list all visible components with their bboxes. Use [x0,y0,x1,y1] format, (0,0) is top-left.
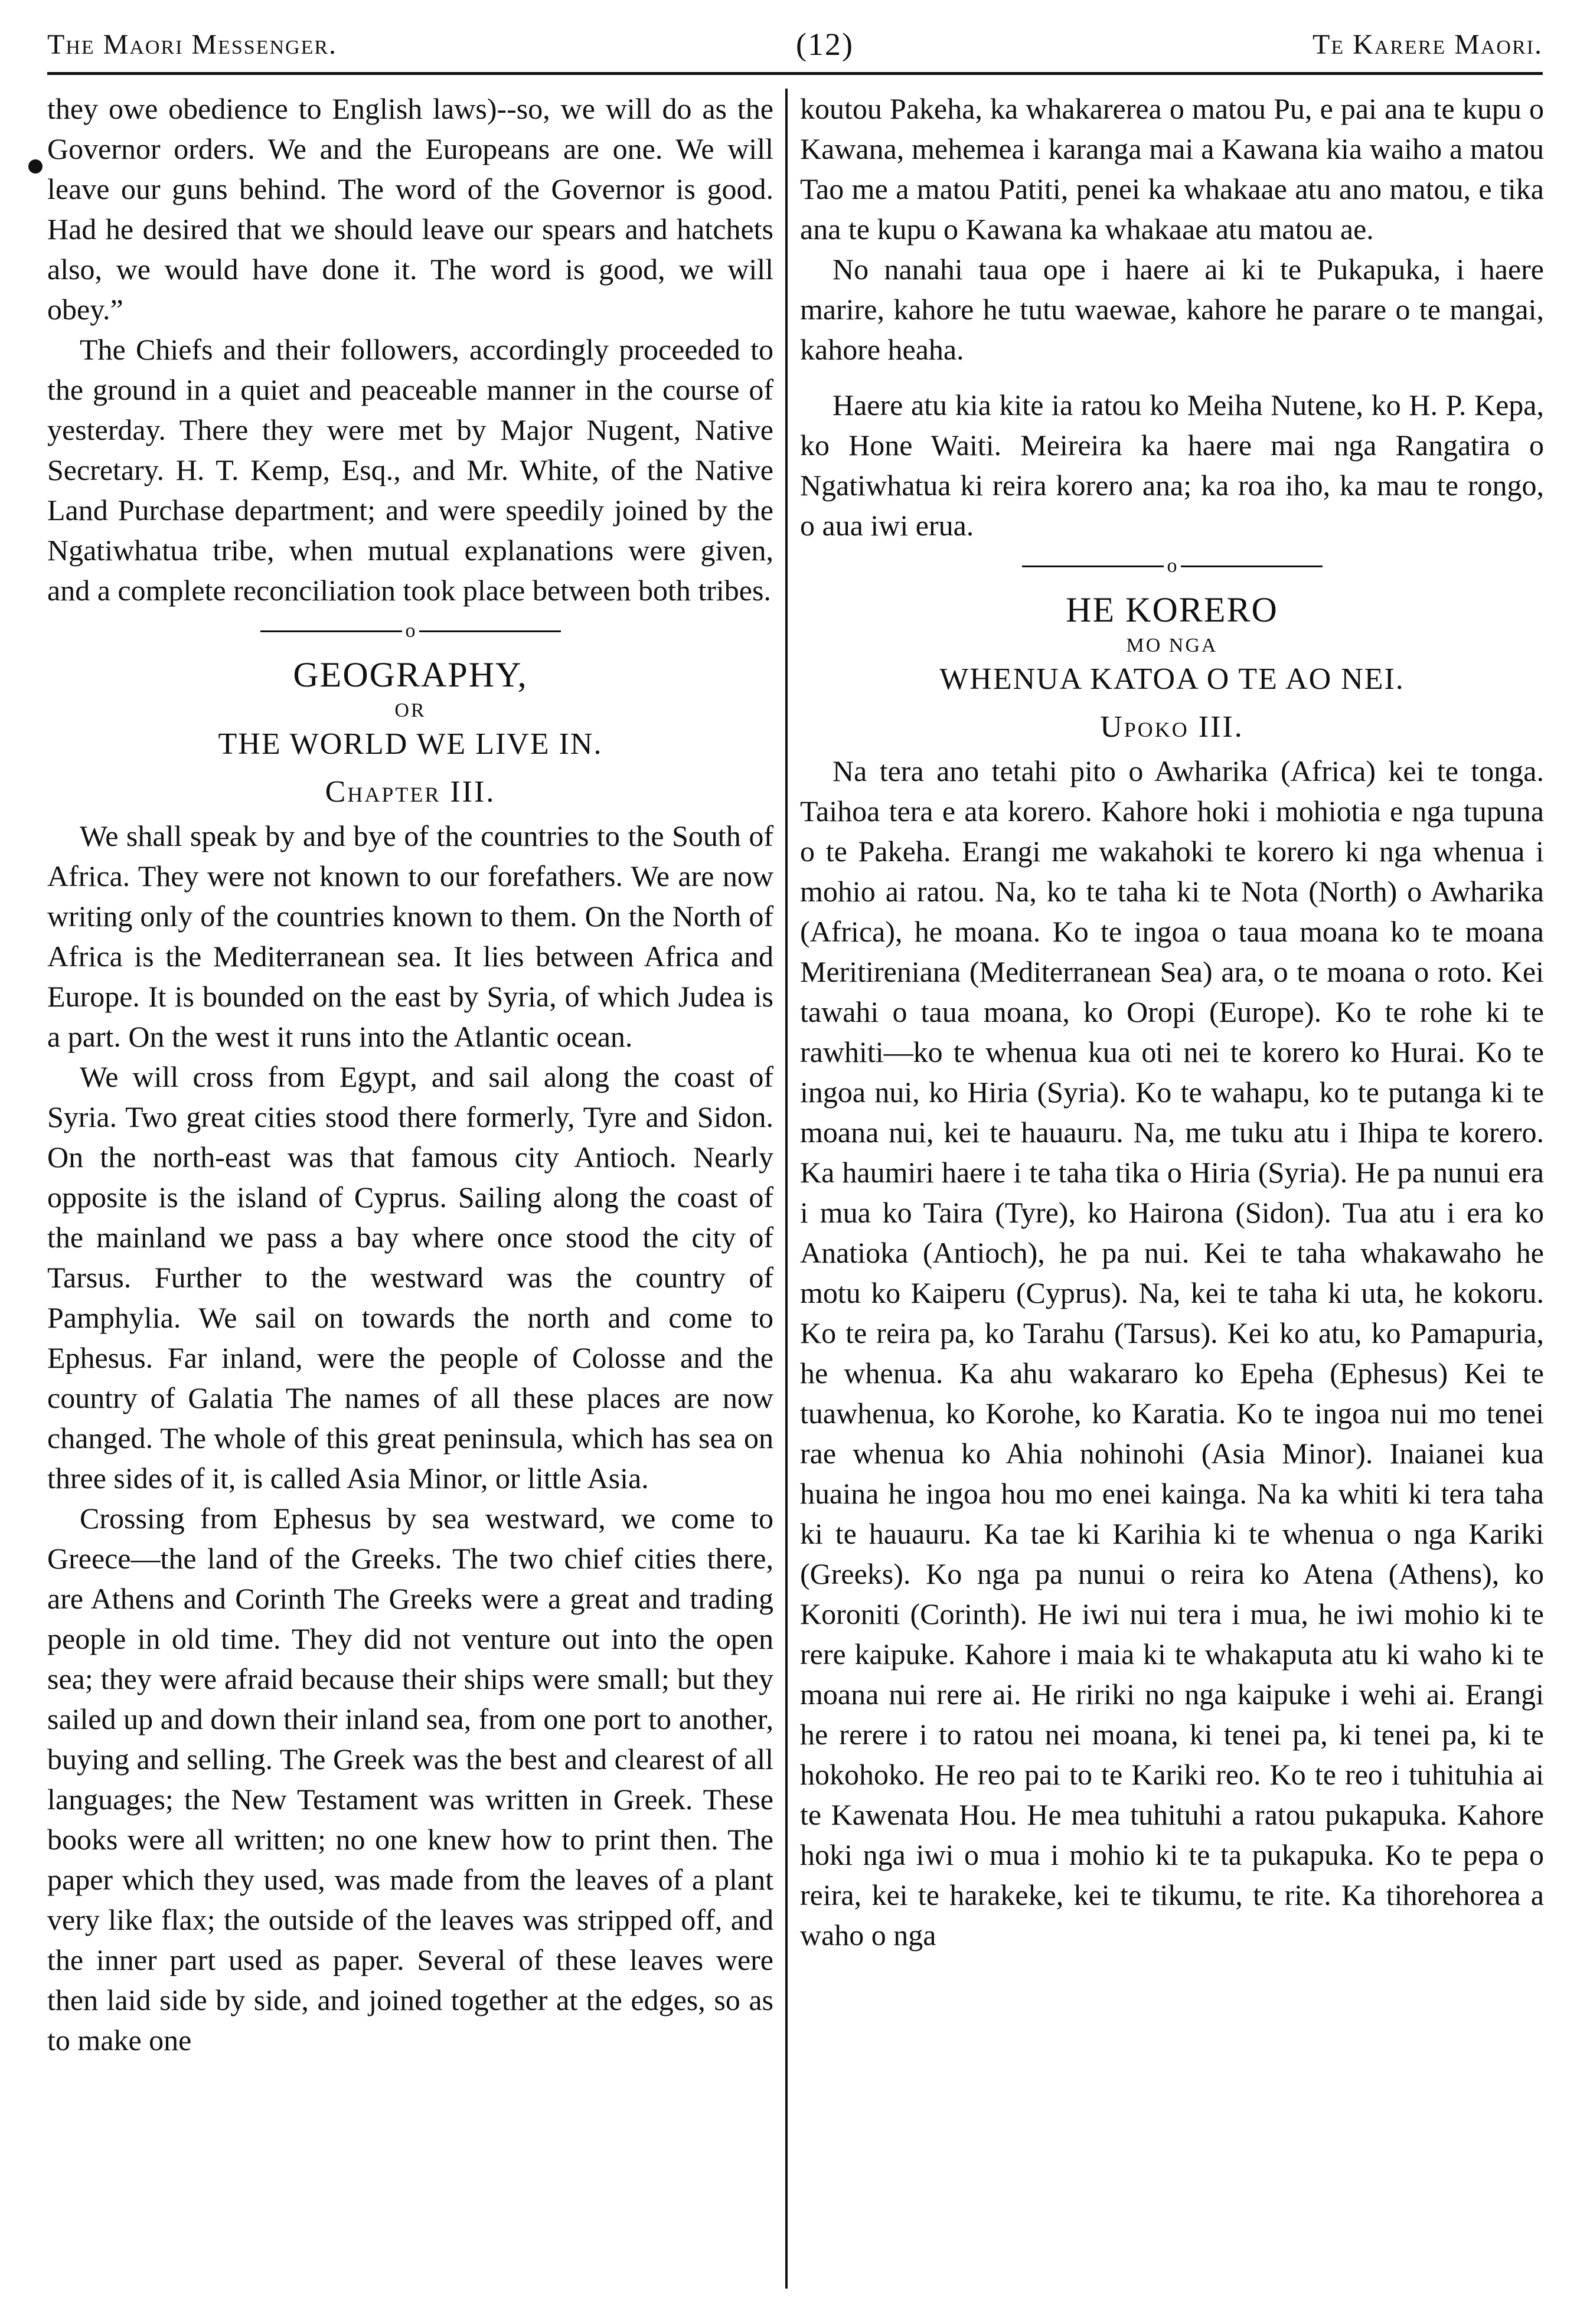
header-english-title: The Maori Messenger. [47,28,338,60]
section-divider: o [47,610,773,652]
maori-column [800,89,1544,2289]
column-rule [785,89,788,2289]
paragraph-maori-speech: koutou Pakeha, ka whakarerea o matou Pu, e pai ana te kupu o Kawana, mehemea i karanga mai a Kawana kia waiho a matou Tao me a matou Patiti, penei ka whakaae atu ano matou, e tika ana te kupu o Kawana ka whakaae atu matou ae. [800,92,1544,246]
chapter-heading: Chapter III. [325,775,496,809]
geography-subtitle: THE WORLD WE LIVE IN. [218,727,603,761]
paragraph-maori-pukapuka: No nanahi taua ope i haere ai ki te Pukapuka, i haere marire, kahore he tutu waewae, kahore he parare o te mangai, kahore heaha. [800,253,1544,366]
ink-spot [28,159,43,174]
paragraph-maori-meeting: Haere atu kia kite ia ratou ko Meiha Nutene, ko H. P. Kepa, ko Hone Waiti. Meireira ka haere mai nga Rangatira o Ngatiwhatua ki reira korero ana; ka roa iho, ka mau te rongo, o aua iwi erua. [800,388,1544,542]
paragraph-continued-speech: they owe obedience to English laws)--so, we will do as the Governor orders. We and the Europeans are one. We will leave our guns behind. The word of the Governor is good. Had he desired that we should leave our spears and hatchets also, we would have done it. The word is good, we will obey.” [47,92,773,326]
paragraph-syria-coast: We will cross from Egypt, and sail along the coast of Syria. Two great cities stood there formerly, Tyre and Sidon. On the north-east was that famous city Antioch. Nearly opposite is the island of Cyprus. Sailing along the coast of the mainland we pass a bay where once stood the city of Tarsus. Further to the westward was the country of Pamphylia. We sail on towards the north and come to Ephesus. Far inland, were the people of Colosse and the country of Galatia The names of all these places are now changed. The whole of this great peninsula, which has sea on three sides of it, is called Asia Minor, or little Asia. [47,1060,773,1495]
geography-title: GEOGRAPHY, [293,655,528,694]
header-rule [47,72,1543,75]
header-maori-title: Te Karere Maori. [1313,28,1543,60]
page-number: (12) [796,27,854,62]
korero-subtitle: WHENUA KATOA O TE AO NEI. [939,662,1405,696]
upoko-heading: Upoko III. [1100,710,1244,744]
page-header [47,24,1543,65]
paragraph-greece: Crossing from Ephesus by sea westward, we come to Greece—the land of the Greeks. The two chief cities there, are Athens and Corinth The Greeks were a great and trading people in old time. They did not venture out into the open sea; they were afraid because their ships were small; but they sailed up and down their inland sea, from one port to another, buying and selling. The Greek was the best and clearest of all languages; the New Testament was written in Greek. These books were all written; no one knew how to print then. The paper which they used, was made from the leaves of a plant very like flax; the outside of the leaves was stripped off, and the inner part used as paper. Several of these leaves were then laid side by side, and joined together at the edges, so as to make one [47,1502,773,2057]
paragraph-maori-geography: Na tera ano tetahi pito o Awharika (Africa) kei te tonga. Taihoa tera e ata korero. Kahore hoki i mohiotia e nga tupuna o te Pakeha. Erangi me wakahoki te korero ki nga whenua i mohio ai ratou. Na, ko te taha ki te Nota (North) o Awharika (Africa), he moana. Ko te ingoa o taua moana ko te moana Meritireniana (Mediterranean Sea) ara, o te moana o roto. Kei tawahi o taua moana, ko Oropi (Europe). Ko te rohe ki te rawhiti—ko te whenua kua oti nei te korero ko Hurai. Ko te ingoa nui, ko Hiria (Syria). Ko te wahapu, ko te putanga ki te moana nui, kei te hauauru. Na, me tuku atu i Ihipa te korero. Ka haumiri haere i te taha tika o Hiria (Syria). He pa nunui era i mua ko Taira (Tyre), ko Hairona (Sidon). Tua atu i era ko Anatioka (Antioch), he pa nui. Kei te taha whakawaho he motu ko Kaiperu (Cyprus). Na, kei te taha ki uta, he kokoru. Ko te reira pa, ko Tarahu (Tarsus). Kei ko atu, ko Pamapuria, he whenua. Ka ahu wakararo ko Epeha (Ephesus) Kei te tuawhenua, ko Korohe, ko Karatia. Ko te ingoa nui mo tenei rae whenua ko Ahia nohinohi (Asia Minor). Inaianei kua huaina he ingoa hou mo enei kainga. Na ka whiti ki tera taha ki te hauauru. Ka tae ki Karihia ki te whenua o nga Kariki (Greeks). Ko nga pa nunui o reira ko Atena (Athens), ko Koroniti (Corinth). He iwi nui tera i mua, he iwi mohio ki te rere kaipuke. Kahore i maia ki te whakaputa atu ki waho ki te moana nui rere ai. He ririki no nga kaipuke i wehi ai. Erangi he rerere i to ratou nei moana, ki tenei pa, ki tenei pa, ki te hokohoko. He reo pai to te Kariki reo. Ko te reo i tuhituhia ai te Kawenata Hou. He mea tuhituhi a ratou pukapuka. Kahore hoki nga iwi o mua i mohio ki te ta pukapuka. Ko te pepa o reira, kei te harakeke, kei te tikumu, te rite. Ka tihorehorea a waho o nga [800,754,1544,1952]
paragraph-chiefs-reconciliation: The Chiefs and their followers, accordingly proceeded to the ground in a quiet and peaceable manner in the course of yesterday. There they were met by Major Nugent, Native Secretary. H. T. Kemp, Esq., and Mr. White, of the Native Land Purchase department; and were speedily joined by the Ngatiwhatua tribe, when mutual explanations were given, and a complete reconciliation took place between both tribes. [47,333,773,607]
english-column [47,89,773,2289]
section-divider-maori: o [800,545,1544,587]
paragraph-africa: We shall speak by and bye of the countries to the South of Africa. They were not known to our forefathers. We are now writing only of the countries known to them. On the North of Africa is the Mediterranean sea. It lies between Africa and Europe. It is bounded on the east by Syria, of which Judea is a part. On the west it runs into the Atlantic ocean. [47,819,773,1053]
title-or: OR [394,700,426,721]
korero-title: HE KORERO [1066,590,1278,629]
title-mo-nga: MO NGA [1126,635,1218,656]
